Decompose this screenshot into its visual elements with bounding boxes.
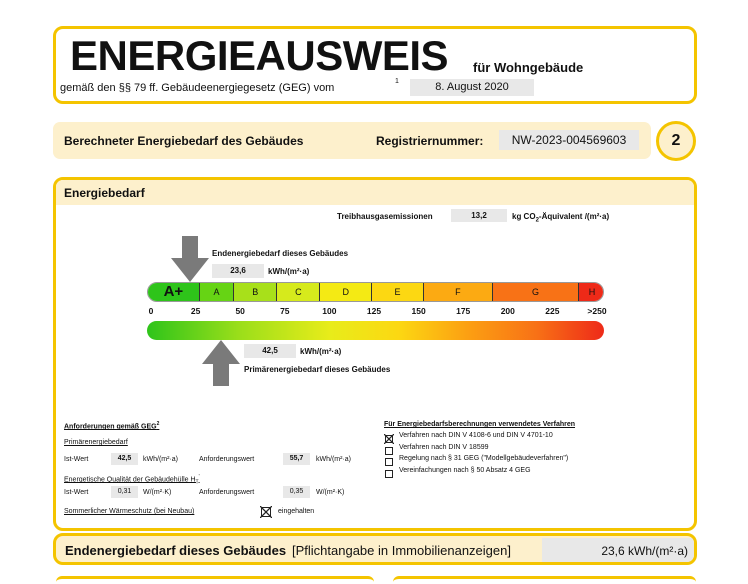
ghg-unit-post: -Äquivalent /(m²·a) (538, 212, 610, 221)
energy-scale-tick: 75 (280, 306, 290, 316)
method-checkbox[interactable] (384, 466, 394, 476)
energy-scale-tick: 225 (545, 306, 560, 316)
energy-scale-tick: 125 (366, 306, 382, 316)
methods-heading: Für Energiebedarfsberechnungen verwendetes Verfahren (384, 421, 576, 428)
requirements-heading (64, 421, 159, 430)
registration-number: NW-2023-004569603 (511, 133, 627, 147)
method-checkbox[interactable] (384, 431, 394, 441)
quality-ist-value: 0,31 (117, 488, 132, 495)
page-number: 2 (671, 132, 681, 149)
energy-class-h: H (579, 283, 604, 301)
primary-anf-value-field (283, 453, 310, 465)
quality-heading (64, 474, 200, 486)
method-label: Verfahren nach DIN V 18599 (399, 443, 489, 451)
energy-title-bar (56, 180, 694, 205)
primary-energy-arrow-icon (202, 340, 240, 386)
law-date: 8. August 2020 (435, 81, 509, 93)
end-energy-value: 23,6 (230, 266, 246, 275)
primary-anf-unit: kWh/(m²·a) (316, 456, 351, 463)
quality-anf-label: Anforderungswert (199, 489, 255, 496)
energy-scale-tick: 0 (148, 306, 154, 316)
quality-ist-value-field (111, 486, 138, 498)
method-label: Vereinfachungen nach § 50 Absatz 4 GEG (399, 466, 531, 474)
primary-energy-label: Primärenergiebedarf dieses Gebäudes (244, 365, 391, 374)
method-checkbox[interactable] (384, 443, 394, 453)
unchecked-box-icon (384, 469, 394, 479)
registration-label: Registriernummer: (376, 134, 484, 148)
ghg-label: Treibhausgasemissionen (337, 212, 433, 221)
method-label: Verfahren nach DIN V 4108-6 und DIN V 4701-10 (399, 432, 553, 439)
energy-class-b: B (234, 283, 277, 301)
energy-scale-tick: 50 (235, 306, 245, 316)
method-checkbox[interactable] (384, 454, 394, 464)
energy-scale-tick: 200 (500, 306, 515, 316)
primary-ist-value: 42,5 (117, 455, 132, 462)
energy-scale-tick: 100 (322, 306, 337, 316)
primary-anf-value: 55,7 (289, 455, 304, 462)
energy-scale-tick: >250 (587, 306, 607, 316)
header-box (53, 26, 697, 104)
quality-heading-sub: T (195, 479, 199, 486)
registration-number-field (499, 130, 639, 150)
ghg-value-field (451, 209, 507, 222)
quality-heading-sup: ' (198, 474, 200, 480)
quality-heading-text: Energetische Qualität der Gebäudehülle H (64, 476, 196, 484)
primary-energy-unit: kWh/(m²·a) (300, 347, 342, 356)
primary-energy-value-field (244, 344, 296, 358)
ghg-unit-pre: kg CO (512, 212, 536, 221)
document-title: ENERGIEAUSWEIS (70, 32, 449, 79)
primary-anf-label: Anforderungswert (199, 456, 255, 463)
summer-protection-checkbox[interactable] (260, 505, 272, 517)
primary-ist-unit: kWh/(m²·a) (143, 456, 178, 463)
bottom-bar-label: Endenergiebedarf dieses Gebäudes (65, 543, 287, 558)
energy-class-g: G (493, 283, 579, 301)
law-footnote: 1 (395, 78, 399, 85)
bottom-bar-value: 23,6 kWh/(m²·a) (601, 544, 688, 558)
quality-anf-value-field (283, 486, 310, 498)
end-energy-label: Endenergiebedarf dieses Gebäudes (212, 249, 349, 258)
requirements-heading-text: Anforderungen gemäß GEG (64, 423, 157, 431)
primary-ist-label: Ist-Wert (64, 456, 89, 463)
energy-class-f: F (424, 283, 493, 301)
next-section-edge-right (393, 576, 696, 584)
energy-class-c: C (277, 283, 320, 301)
primary-requirement-heading: Primärenergiebedarf (64, 439, 128, 446)
end-energy-value-field (212, 264, 264, 278)
end-energy-unit: kWh/(m²·a) (268, 267, 310, 276)
method-label: Regelung nach § 31 GEG ("Modellgebäudeverfahren") (399, 455, 569, 462)
energy-scale-tick: 25 (190, 306, 201, 316)
summer-protection-value: eingehalten (278, 508, 315, 515)
quality-ist-label: Ist-Wert (64, 489, 89, 496)
bottom-bar-value-field (542, 538, 694, 564)
law-text: gemäß den §§ 79 ff. Gebäudeenergiegesetz (GEG) vom (60, 82, 335, 94)
primary-ist-value-field (111, 453, 138, 465)
document-subtitle: für Wohngebäude (473, 60, 584, 75)
quality-ist-unit: W/(m²·K) (143, 489, 172, 496)
page-number-badge (656, 121, 696, 161)
energy-scale-tick: 175 (456, 306, 471, 316)
primary-energy-value: 42,5 (262, 346, 278, 355)
quality-anf-value: 0,35 (289, 488, 304, 495)
checked-box-icon (260, 506, 272, 518)
quality-anf-unit: W/(m²·K) (316, 489, 345, 496)
bottom-bar (53, 533, 697, 565)
energy-class-e: E (372, 283, 424, 301)
energy-title: Energiebedarf (64, 186, 145, 200)
energy-scale (147, 282, 604, 302)
ghg-unit-sub: 2 (535, 217, 539, 224)
section-bar (53, 122, 651, 159)
requirements-heading-sup: 2 (156, 421, 160, 427)
next-section-edge-left (56, 576, 374, 584)
law-date-field (410, 79, 534, 96)
energy-class-a-plus: A+ (148, 283, 200, 301)
ghg-value: 13,2 (471, 211, 487, 220)
section-title: Berechneter Energiebedarf des Gebäudes (64, 134, 304, 148)
bottom-bar-note: [Pflichtangabe in Immobilienanzeigen] (292, 543, 511, 558)
ghg-unit (512, 212, 609, 224)
energy-gradient-scale (147, 321, 604, 340)
energy-class-d: D (320, 283, 372, 301)
energy-scale-tick: 150 (411, 306, 426, 316)
energy-class-a: A (200, 283, 234, 301)
end-energy-arrow-icon (171, 236, 209, 282)
summer-protection-label: Sommerlicher Wärmeschutz (bei Neubau) (64, 508, 195, 515)
